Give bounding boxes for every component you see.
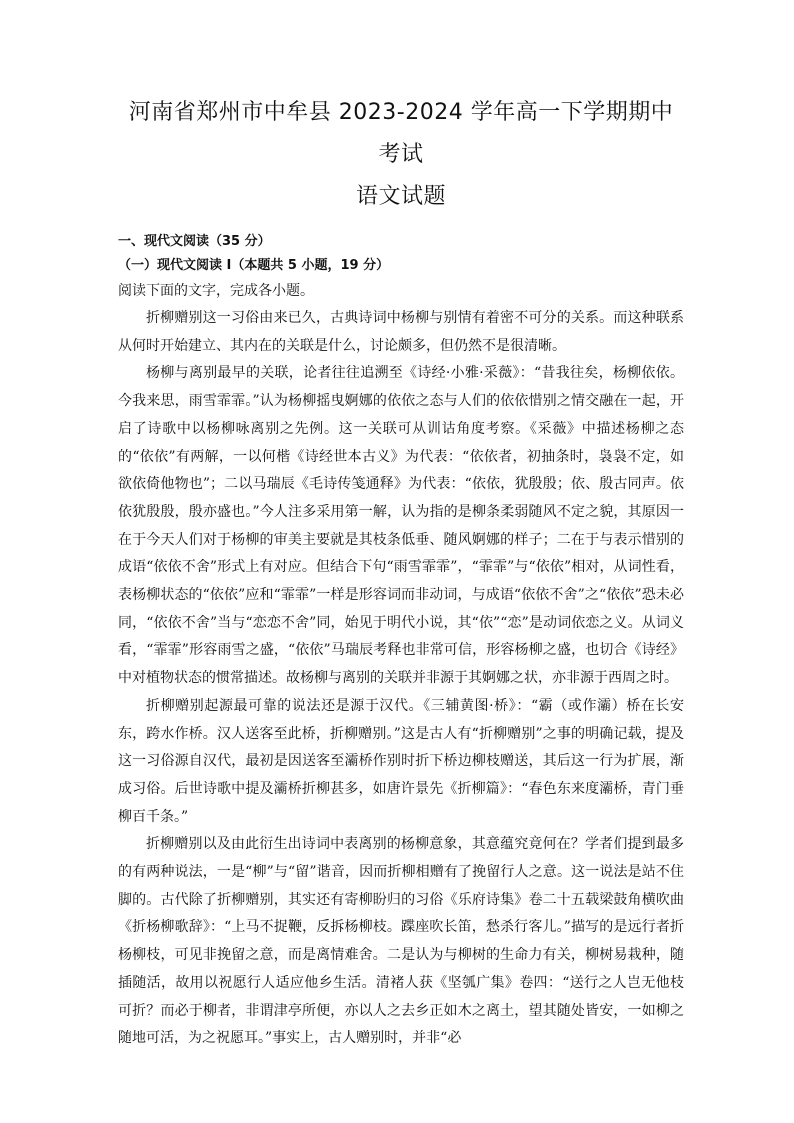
title-line-1: 河南省郑州市中牟县 2023-2024 学年高一下学期期中考试	[128, 100, 674, 167]
section-heading: 一、现代文阅读（35 分）	[118, 234, 271, 249]
paragraph-1: 折柳赠别这一习俗由来已久，古典诗词中杨柳与别情有着密不可分的关系。而这种联系从何时开始建立、其内在的关联是什么，讨论颇多，但仍然不是很清晰。	[118, 310, 684, 354]
subsection-heading: （一）现代文阅读 I（本题共 5 小题，19 分）	[118, 258, 390, 273]
title-line-2: 语文试题	[355, 184, 446, 209]
paragraph-4: 折柳赠别以及由此衍生出诗词中表离别的杨柳意象，其意蕴究竟何在？学者们提到最多的有两种说法，一是“柳”与“留”谐音，因而折柳相赠有了挽留行人之意。这一说法是站不住脚的。古代除了折柳赠别，其实还有寄柳盼归的习俗《乐府诗集》卷二十五载梁鼓角横吹曲《折杨柳歌辞》：“上马不捉鞭，反拆杨柳枝。蹀座吹长笛，愁杀行客儿。”描写的是远行者折杨柳枝，可见非挽留之意，而是离情难舍。二是认为与柳树的生命力有关，柳树易栽种，随插随活，故用以祝愿行人适应他乡生活。清褚人获《坚瓠广集》卷四：“送行之人岂无他枝可折？而必于柳者，非谓津亭所便，亦以人之去乡正如木之离土，望其随处皆安，一如柳之随地可活，为之祝愿耳。”事实上，古人赠别时，并非“必	[118, 836, 684, 1047]
paragraph-3: 折柳赠别起源最可靠的说法还是源于汉代。《三辅黄图·桥》：“霸（或作灞）桥在长安东，跨水作桥。汉人送客至此桥，折柳赠别。”这是古人有“折柳赠别”之事的明确记载，提及这一习俗源自汉代，最初是因送客至灞桥作别时折下桥边柳枝赠送，其后这一行为扩展，渐成习俗。后世诗歌中提及灞桥折柳甚多，如唐许景先《折柳篇》：“春色东来度灞桥，青门垂柳百千条。”	[118, 697, 684, 825]
reading-instruction: 阅读下面的文字，完成各小题。	[118, 283, 314, 299]
paragraph-2: 杨柳与离别最早的关联，论者往往追溯至《诗经·小雅·采薇》：“昔我往矣，杨柳依依。今我来思，雨雪霏霏。”认为杨柳摇曳婀娜的依依之态与人们的依依惜别之情交融在一起，开启了诗歌中以杨柳咏离别之先例。这一关联可从训诂角度考察。《采薇》中描述杨柳之态的“依依”有两解，一以何楷《诗经世本古义》为代表：“依依者，初抽条时，袅袅不定，如欲依倚他物也”；二以马瑞辰《毛诗传笺通释》为代表：“依依，犹殷殷；依、殷古同声。依依犹殷殷，殷亦盛也。”今人注多采用第一解，认为指的是柳条柔弱随风不定之貌，其原因一在于今天人们对于杨柳的审美主要就是其枝条低垂、随风婀娜的样子；二在于与表示惜别的成语“依依不舍”形式上有对应。但结合下句“雨雪霏霏”，“霏霏”与“依依”相对，从词性看，表杨柳状态的“依依”应和“霏霏”一样是形容词而非动词，与成语“依依不舍”之“依依”恐未必同，“依依不舍”当与“恋恋不舍”同，始见于明代小说，其“依”“恋”是动词依恋之义。从词义看，“霏霏”形容雨雪之盛，“依依”马瑞辰考释也非常可信，形容杨柳之盛，也切合《诗经》中对植物状态的惯常描述。故杨柳与离别的关联并非源于其婀娜之状，亦非源于西周之时。	[118, 365, 684, 687]
document-title	[118, 92, 684, 218]
